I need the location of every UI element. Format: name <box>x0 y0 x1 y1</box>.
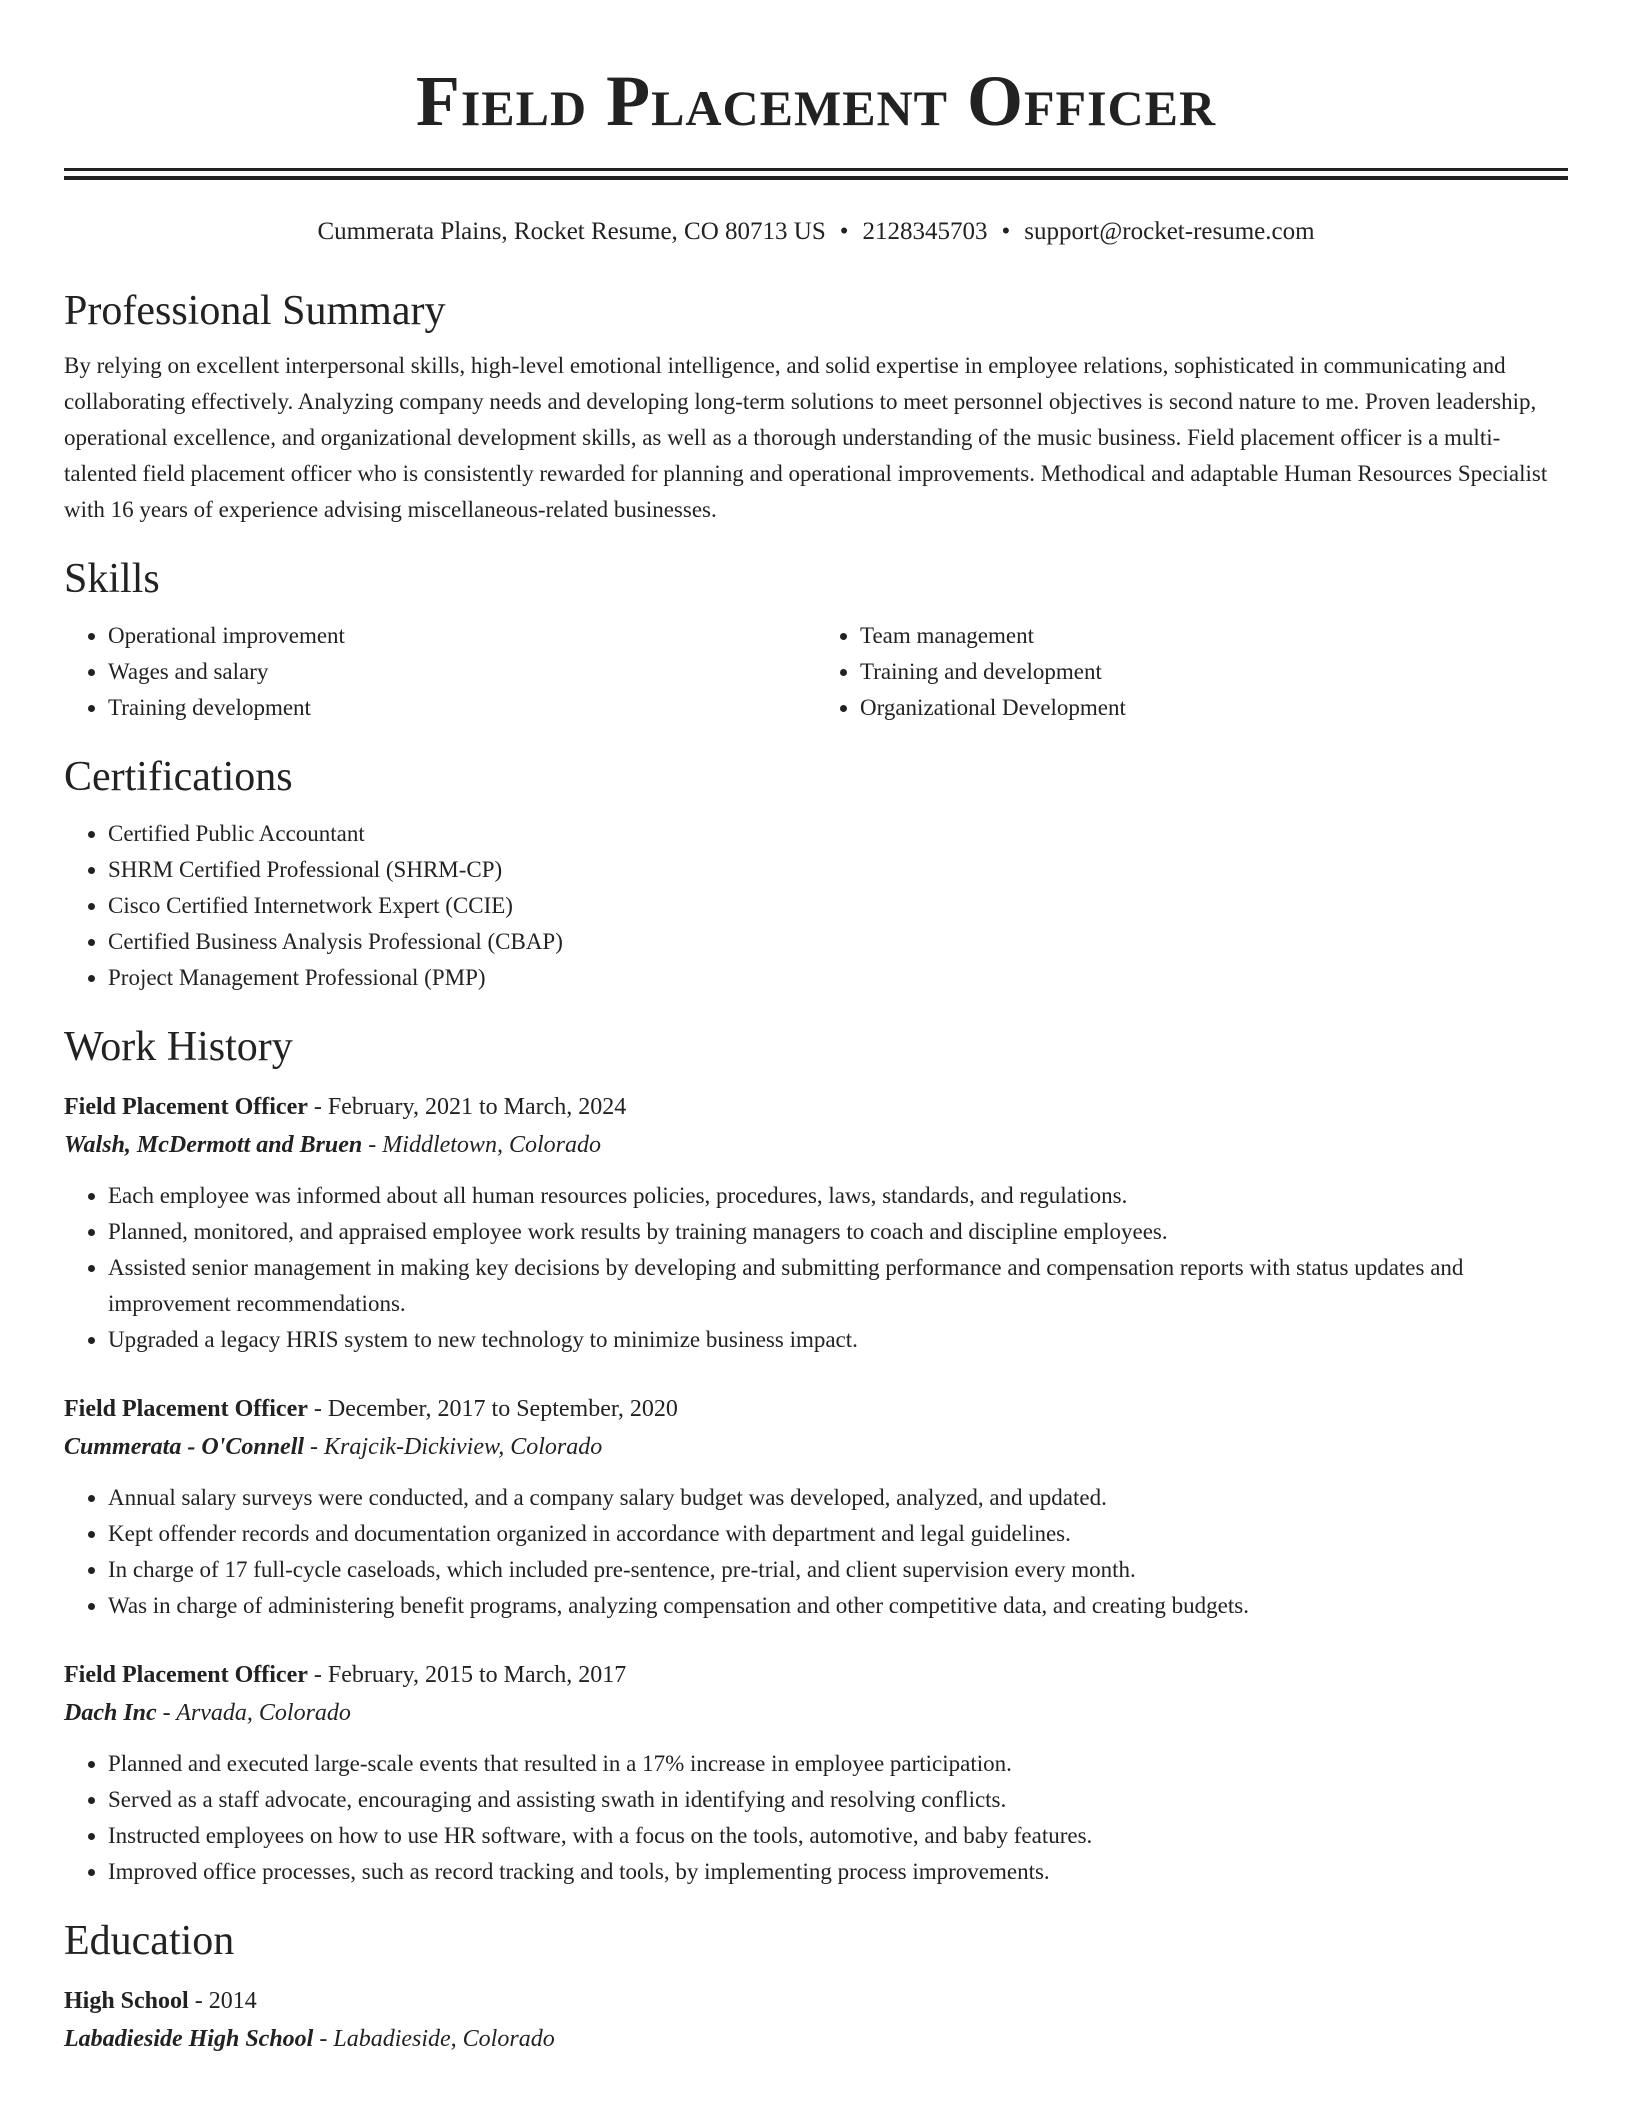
job-bullets <box>64 1480 1568 1624</box>
certification-item: • Cisco Certified Internetwork Expert (CCIE) <box>108 888 1568 924</box>
job-dates: February, 2021 to March, 2024 <box>327 1094 627 1120</box>
education-year: 2014 <box>208 1988 257 2014</box>
job-dates: December, 2017 to September, 2020 <box>327 1396 678 1422</box>
job-title: Field Placement Officer <box>64 1396 308 1422</box>
job-bullet: • Assisted senior management in making key decisions by developing and submitting performance and compensation reports with status updates and improvement recommendations. <box>108 1250 1568 1322</box>
summary-heading: Professional Summary <box>64 288 446 334</box>
certification-item: • Project Management Professional (PMP) <box>108 960 1568 996</box>
job-company-line: Dach Inc - Arvada, Colorado <box>64 1700 351 1726</box>
certification-item: • Certified Business Analysis Professional (CBAP) <box>108 924 1568 960</box>
job-location: Middletown, Colorado <box>382 1132 601 1158</box>
summary-section <box>64 286 1568 528</box>
job-entry <box>64 1088 1568 1358</box>
skill-item: • Organizational Development <box>860 690 1568 726</box>
skills-left-list <box>64 618 816 726</box>
job-title-line: Field Placement Officer - February, 2021 to March, 2024 <box>64 1094 627 1120</box>
skill-item: • Operational improvement <box>108 618 816 654</box>
contact-email[interactable]: support@rocket-resume.com <box>1024 218 1315 245</box>
job-bullet: • Each employee was informed about all human resources policies, procedures, laws, standards, and regulations. <box>108 1178 1568 1214</box>
contact-separator: • <box>1001 218 1011 245</box>
job-bullet: • Planned, monitored, and appraised employee work results by training managers to coach and discipline employees. <box>108 1214 1568 1250</box>
skills-section <box>64 554 1568 726</box>
education-heading: Education <box>64 1918 235 1964</box>
job-company: Dach Inc <box>64 1700 157 1726</box>
contact-phone: 2128345703 <box>862 218 988 245</box>
job-company-line: Cummerata - O'Connell - Krajcik-Dickiview, Colorado <box>64 1434 603 1460</box>
skills-heading: Skills <box>64 556 160 602</box>
header-double-rule <box>64 168 1568 180</box>
skill-item: • Wages and salary <box>108 654 816 690</box>
education-school: Labadieside High School <box>64 2026 314 2052</box>
job-bullets <box>64 1746 1568 1890</box>
job-bullet: • Kept offender records and documentation organized in accordance with department and legal guidelines. <box>108 1516 1568 1552</box>
job-company: Walsh, McDermott and Bruen <box>64 1132 363 1158</box>
job-title-line: Field Placement Officer - December, 2017 to September, 2020 <box>64 1396 678 1422</box>
job-dates: February, 2015 to March, 2017 <box>327 1662 627 1688</box>
job-bullet: • Improved office processes, such as record tracking and tools, by implementing process improvements. <box>108 1854 1568 1890</box>
certifications-list <box>64 816 1568 996</box>
skill-item: • Training and development <box>860 654 1568 690</box>
job-bullet: • Was in charge of administering benefit programs, analyzing compensation and other competitive data, and creating budgets. <box>108 1588 1568 1624</box>
job-title-line: Field Placement Officer - February, 2015 to March, 2017 <box>64 1662 627 1688</box>
skills-right-list <box>816 618 1568 726</box>
job-bullet: • Annual salary surveys were conducted, and a company salary budget was developed, analyzed, and updated. <box>108 1480 1568 1516</box>
certifications-section <box>64 752 1568 996</box>
job-location: Krajcik-Dickiview, Colorado <box>324 1434 603 1460</box>
certification-item: • Certified Public Accountant <box>108 816 1568 852</box>
job-bullets <box>64 1178 1568 1358</box>
job-company: Cummerata - O'Connell <box>64 1434 305 1460</box>
job-bullet: • Planned and executed large-scale events that resulted in a 17% increase in employee participation. <box>108 1746 1568 1782</box>
education-section <box>64 1916 1568 2058</box>
work-history-section <box>64 1022 1568 1890</box>
education-school-line: Labadieside High School - Labadieside, Colorado <box>64 2026 555 2052</box>
education-degree: High School <box>64 1988 189 2014</box>
resume-name: Field Placement Officer <box>415 61 1217 141</box>
job-entry <box>64 1656 1568 1890</box>
skill-item: • Team management <box>860 618 1568 654</box>
job-bullet: • Instructed employees on how to use HR software, with a focus on the tools, automotive, and baby features. <box>108 1818 1568 1854</box>
skill-item: • Training development <box>108 690 816 726</box>
job-title: Field Placement Officer <box>64 1662 308 1688</box>
certifications-heading: Certifications <box>64 754 293 800</box>
certification-item: • SHRM Certified Professional (SHRM-CP) <box>108 852 1568 888</box>
job-company-line: Walsh, McDermott and Bruen - Middletown, Colorado <box>64 1132 601 1158</box>
summary-text: By relying on excellent interpersonal skills, high-level emotional intelligence, and solid expertise in employee relations, sophisticated in communicating and collaborating effectively. Analyzing company needs and developing long-term solutions to meet personnel objectives is second nature to me. Proven leadership, operational excellence, and organizational development skills, as well as a thorough understanding of the music business. Field placement officer is a multi-talented field placement officer who is consistently rewarded for planning and operational improvements. Methodical and adaptable Human Resources Specialist with 16 years of experience advising miscellaneous-related businesses. <box>64 353 1548 522</box>
job-bullet: • Upgraded a legacy HRIS system to new technology to minimize business impact. <box>108 1322 1568 1358</box>
job-entry <box>64 1390 1568 1624</box>
job-bullet: • In charge of 17 full-cycle caseloads, which included pre-sentence, pre-trial, and client supervision every month. <box>108 1552 1568 1588</box>
job-title: Field Placement Officer <box>64 1094 308 1120</box>
contact-separator: • <box>839 218 849 245</box>
job-bullet: • Served as a staff advocate, encouraging and assisting swath in identifying and resolving conflicts. <box>108 1782 1568 1818</box>
education-degree-line: High School - 2014 <box>64 1988 257 2014</box>
education-location: Labadieside, Colorado <box>333 2026 555 2052</box>
job-location: Arvada, Colorado <box>176 1700 351 1726</box>
contact-address: Cummerata Plains, Rocket Resume, CO 80713 US <box>317 218 826 245</box>
skills-columns <box>64 618 1568 726</box>
contact-line <box>64 216 1568 248</box>
work-history-heading: Work History <box>64 1024 293 1070</box>
